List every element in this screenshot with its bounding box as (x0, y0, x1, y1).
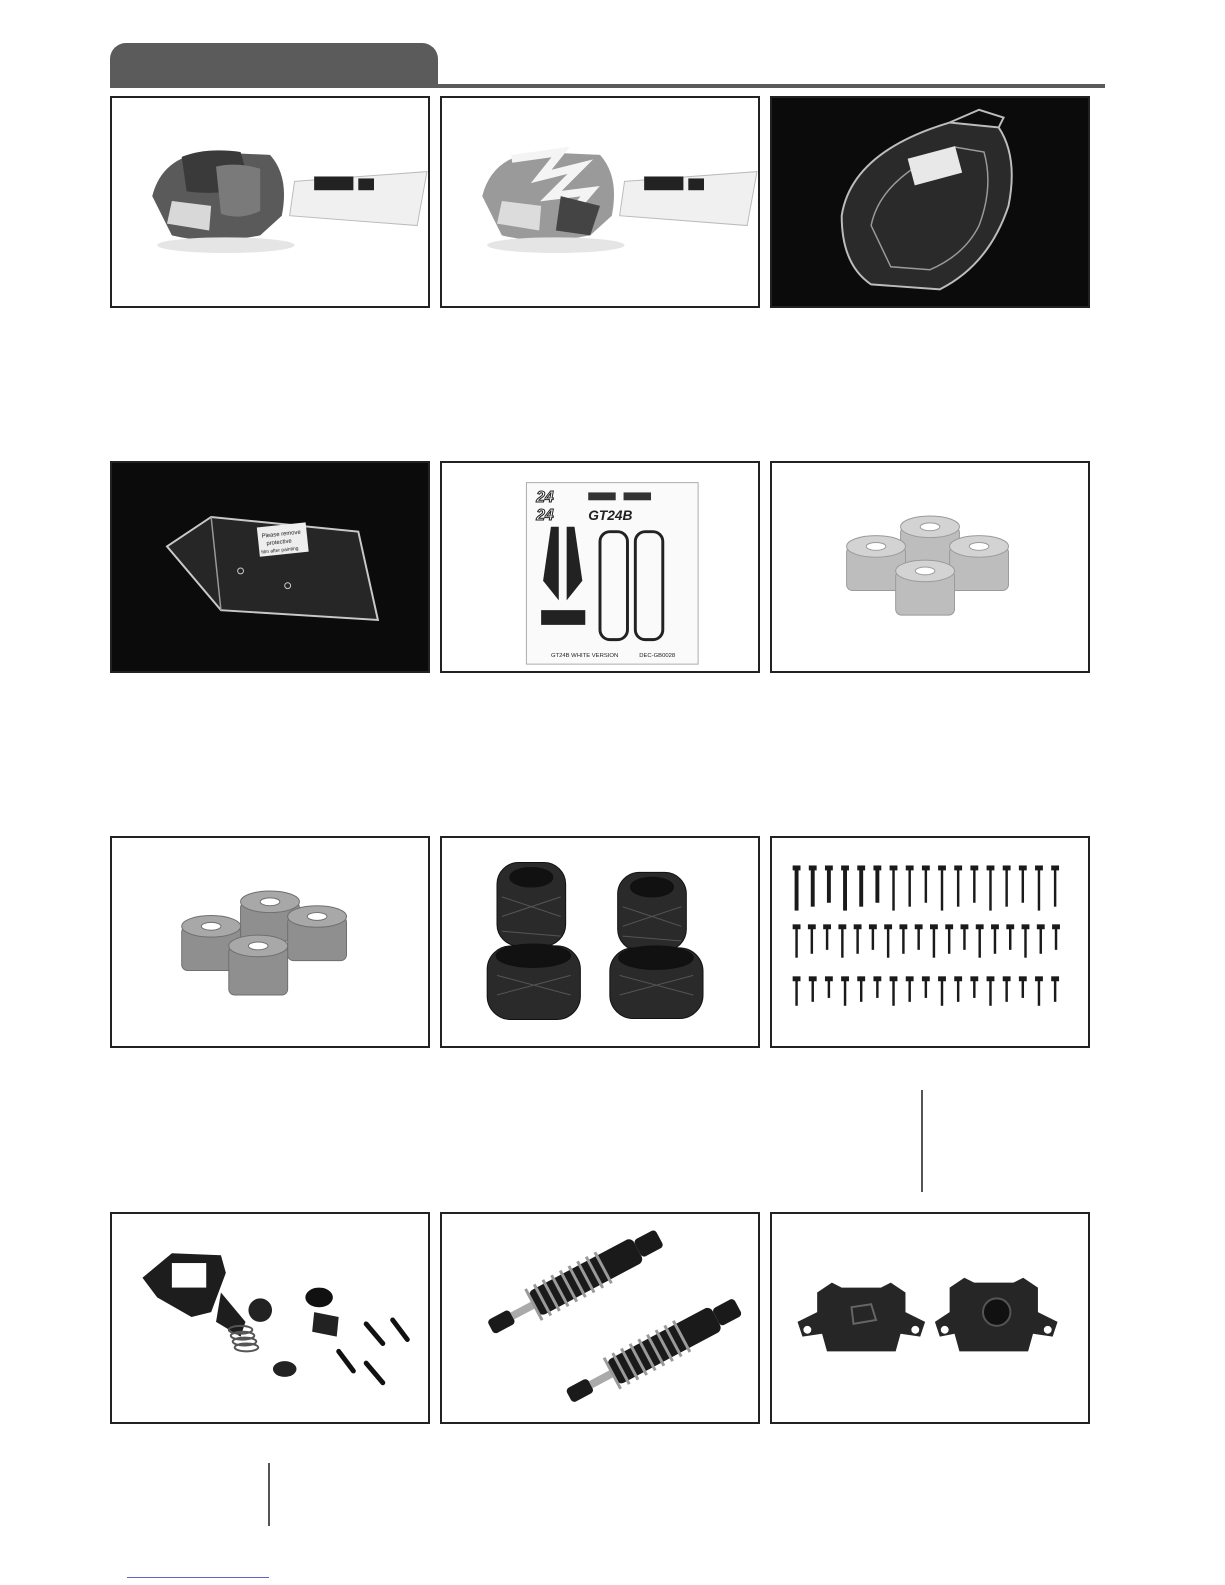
servo-saver-parts-image (112, 1214, 428, 1422)
screw-head (808, 924, 816, 929)
footer-link-underline[interactable] (127, 1577, 269, 1578)
decal-sheet-image (442, 463, 758, 671)
product-image-wheels-light[interactable] (770, 461, 1090, 673)
screw-head (838, 924, 846, 929)
screw-set-image (772, 838, 1088, 1046)
screw-head (1003, 976, 1011, 981)
body-shell-white-image (442, 98, 758, 306)
product-image-servo-saver-parts[interactable] (110, 1212, 430, 1424)
product-image-shock-absorbers[interactable] (440, 1212, 760, 1424)
section-header-tab (110, 43, 438, 86)
svg-text:24: 24 (536, 506, 554, 524)
screw-head (1037, 924, 1045, 929)
screw-head (1019, 976, 1027, 981)
screw-head (793, 976, 801, 981)
screw-head (1052, 924, 1060, 929)
gearbox-housing-image (772, 1214, 1088, 1422)
screw-head (890, 976, 898, 981)
screw-head (825, 976, 833, 981)
screw-head (873, 976, 881, 981)
clear-wing-image (112, 463, 428, 671)
section-header-rule (110, 84, 1105, 88)
tires-image (442, 838, 758, 1046)
screw-head (1006, 924, 1014, 929)
product-image-wheels-gray[interactable] (110, 836, 430, 1048)
screw-head (1051, 976, 1059, 981)
screw-head (991, 924, 999, 929)
body-shell-dark-image (112, 98, 428, 306)
screw-head (793, 865, 801, 870)
product-image-body-printed-white[interactable] (440, 96, 760, 308)
screw-head (970, 865, 978, 870)
screw-head (954, 865, 962, 870)
screw-head (987, 865, 995, 870)
screw-head (1019, 865, 1027, 870)
wheels-light-image (772, 463, 1088, 671)
screw-head (938, 865, 946, 870)
screw-head (899, 924, 907, 929)
screw-head (1035, 865, 1043, 870)
screw-head (809, 865, 817, 870)
decal-label-version: GT24B WHITE VERSION (550, 653, 619, 660)
product-image-gearbox-housing[interactable] (770, 1212, 1090, 1424)
screw-head (970, 976, 978, 981)
screw-head (873, 865, 881, 870)
product-image-wing-clear[interactable] (110, 461, 430, 673)
screw-head (915, 924, 923, 929)
screw-head (976, 924, 984, 929)
screw-head (1051, 865, 1059, 870)
screw-head (793, 924, 801, 929)
screw-head (841, 865, 849, 870)
screw-head (906, 976, 914, 981)
screw-head (922, 865, 930, 870)
screw-head (825, 865, 833, 870)
screw-head (809, 976, 817, 981)
screw-head (890, 865, 898, 870)
product-image-body-clear[interactable] (770, 96, 1090, 308)
screw-head (884, 924, 892, 929)
screw-head (823, 924, 831, 929)
product-image-body-printed-dark[interactable] (110, 96, 430, 308)
screw-head (841, 976, 849, 981)
svg-text:24: 24 (536, 489, 554, 507)
screw-head (1003, 865, 1011, 870)
wheels-gray-image (112, 838, 428, 1046)
product-image-screw-set[interactable] (770, 836, 1090, 1048)
screw-head (945, 924, 953, 929)
divider-footer (268, 1463, 270, 1526)
screw-head (938, 976, 946, 981)
screw-head (869, 924, 877, 929)
product-image-decal-sheet[interactable] (440, 461, 760, 673)
wing-sticker-line-2: protective (266, 538, 293, 548)
screw-head (857, 976, 865, 981)
wing-sticker-line-3: film after painting (261, 546, 299, 556)
decal-gt-logo: GT24B (588, 507, 633, 523)
screw-head (1035, 976, 1043, 981)
screw-head (906, 865, 914, 870)
screw-head (854, 924, 862, 929)
screw-head (961, 924, 969, 929)
screw-head (930, 924, 938, 929)
screw-head (987, 976, 995, 981)
wing-sticker-line-1: Please remove (261, 529, 302, 540)
clear-body-image (772, 98, 1088, 306)
divider-right (921, 1090, 923, 1192)
screw-head (954, 976, 962, 981)
product-image-tires[interactable] (440, 836, 760, 1048)
shock-absorbers-image (442, 1214, 758, 1422)
decal-label-code: DEC-GB0028 (639, 653, 676, 660)
screw-head (1022, 924, 1030, 929)
screw-head (857, 865, 865, 870)
screw-head (922, 976, 930, 981)
